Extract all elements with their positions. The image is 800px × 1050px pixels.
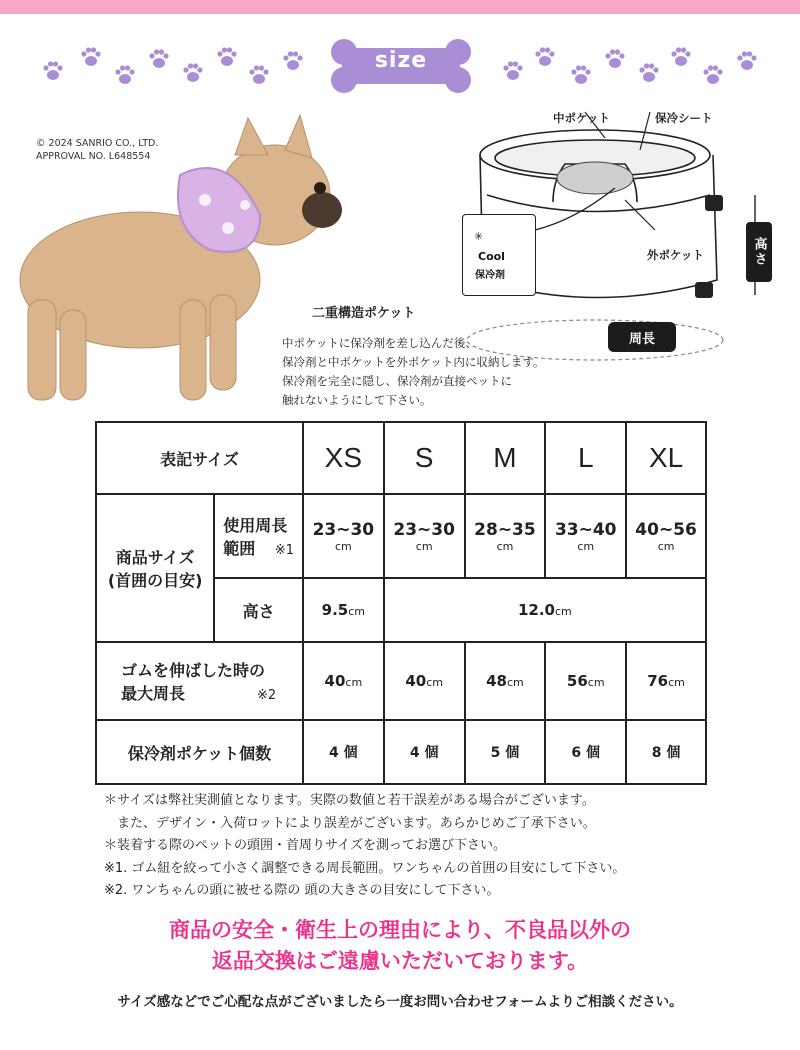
pocket-description — [282, 334, 544, 410]
size-badge: size — [374, 48, 428, 73]
height-cell — [303, 578, 384, 642]
sparkle-icon: ✳︎ — [474, 230, 484, 243]
warning-line: 商品の安全・衛生上の理由により、不良品以外の — [169, 918, 631, 942]
note-line: また、デザイン・入荷ロットにより誤差がございます。あらかじめご了承下さい。 — [104, 815, 596, 831]
stretch-value: 56 — [566, 672, 588, 690]
stretch-value: 76 — [647, 672, 669, 690]
table-row — [96, 494, 706, 578]
pocket-count-cell: 5 個 — [465, 720, 546, 784]
stretch-line: ゴムを伸ばした時の — [121, 661, 266, 680]
stretch-cell — [465, 642, 546, 720]
note-line: ＊サイズは弊社実測値となります。実際の数値と若干誤差がある場合がございます。 — [104, 793, 595, 808]
note-line: ＊装着する際のペットの頭囲・首周りサイズを測ってお選び下さい。 — [104, 838, 506, 853]
range-line: 使用周長 — [223, 516, 288, 535]
contact-footer: サイズ感などでご心配な点がございましたら一度お問い合わせフォームよりご相談ください。 — [117, 994, 683, 1010]
warning-line: 返品交換はご遠慮いただいております。 — [211, 949, 589, 973]
size-label-cell: 表記サイズ — [96, 422, 303, 494]
range-label — [214, 494, 303, 578]
stretch-value: 40 — [324, 672, 346, 690]
stretch-label — [96, 642, 303, 720]
range-unit: cm — [496, 539, 514, 553]
product-size-line: (首囲の目安) — [107, 571, 203, 590]
paw-icon — [700, 62, 726, 88]
stretch-unit: cm — [345, 676, 363, 689]
paw-icon — [280, 48, 306, 74]
circumference-tag: 周長 — [608, 322, 676, 352]
note-line: ※1. ゴム紐を絞って小さく調整できる周長範囲。ワンちゃんの首囲の目安にして下さい。 — [104, 860, 626, 876]
stretch-cell — [545, 642, 626, 720]
stretch-cell — [384, 642, 465, 720]
stretch-value: 40 — [405, 672, 427, 690]
range-value: 23~30 — [393, 519, 455, 540]
range-cell — [303, 494, 384, 578]
size-xl: XL — [626, 422, 706, 494]
paw-icon — [146, 46, 172, 72]
stretch-cell — [303, 642, 384, 720]
pocket-line: 保冷剤を完全に隠し、保冷剤が直接ペットに — [282, 374, 512, 388]
paw-icon — [500, 58, 526, 84]
return-warning — [0, 915, 800, 977]
stretch-unit: cm — [426, 676, 443, 689]
stretch-unit: cm — [668, 676, 685, 689]
height-value: 12.0 — [517, 601, 555, 619]
note-mark-1: ※1 — [274, 543, 295, 558]
table-row — [96, 422, 706, 494]
stretch-value: 48 — [486, 672, 507, 690]
range-unit: cm — [577, 539, 595, 553]
size-m: M — [465, 422, 546, 494]
pocket-line: 保冷剤と中ポケットを外ポケット内に収納します。 — [282, 355, 545, 369]
inner-pocket-label: 中ポケット — [553, 111, 610, 125]
paw-icon — [214, 44, 240, 70]
height-label: 高さ — [214, 578, 303, 642]
pocket-line: 中ポケットに保冷剤を差し込んだ後、 — [282, 336, 477, 350]
size-table — [95, 421, 707, 785]
paw-icon — [246, 62, 272, 88]
approval-line: APPROVAL NO. L648554 — [36, 151, 151, 162]
height-tag: 高さ — [746, 222, 772, 282]
stretch-cell — [626, 642, 706, 720]
paw-icon — [532, 44, 558, 70]
paw-icon — [78, 44, 104, 70]
pocket-count-cell: 6 個 — [545, 720, 626, 784]
pocket-count-cell: 8 個 — [626, 720, 706, 784]
table-row — [96, 720, 706, 784]
range-cell — [465, 494, 546, 578]
pocket-title: 二重構造ポケット — [312, 306, 416, 321]
range-cell — [384, 494, 465, 578]
pocket-count-cell: 4 個 — [384, 720, 465, 784]
stretch-unit: cm — [587, 676, 605, 689]
range-unit: cm — [657, 539, 675, 553]
pocket-line: 触れないようにして下さい。 — [282, 393, 432, 407]
range-cell — [626, 494, 706, 578]
height-unit: cm — [555, 605, 572, 618]
height-unit: cm — [348, 605, 366, 618]
note-line: ※2. ワンちゃんの頭に被せる際の 頭の大きさの目安にして下さい。 — [104, 883, 500, 898]
stretch-line: 最大周長 — [121, 684, 186, 703]
height-cell — [384, 578, 706, 642]
cool-subtitle: 保冷剤 — [475, 270, 505, 281]
pocket-count-cell: 4 個 — [303, 720, 384, 784]
stretch-unit: cm — [507, 676, 524, 689]
range-value: 28~35 — [474, 519, 536, 540]
paw-icon — [40, 58, 66, 84]
outer-pocket-label: 外ポケット — [647, 248, 704, 262]
range-cell — [545, 494, 626, 578]
size-l: L — [545, 422, 626, 494]
paw-icon — [668, 44, 694, 70]
range-value: 40~56 — [635, 519, 697, 540]
pocket-count-label: 保冷剤ポケット個数 — [96, 720, 303, 784]
product-size-line: 商品サイズ — [115, 548, 195, 567]
paw-icon — [112, 62, 138, 88]
cool-title: Cool — [478, 250, 505, 263]
range-unit: cm — [334, 539, 352, 553]
paw-icon — [602, 46, 628, 72]
note-mark-2: ※2 — [257, 688, 277, 703]
size-xs: XS — [303, 422, 384, 494]
paw-icon — [568, 62, 594, 88]
paw-icon — [180, 60, 206, 86]
size-s: S — [384, 422, 465, 494]
top-pink-bar — [0, 0, 800, 14]
paw-icon — [636, 60, 662, 86]
range-value: 33~40 — [554, 519, 617, 540]
notes — [104, 790, 625, 903]
product-size-label — [96, 494, 214, 642]
table-row — [96, 642, 706, 720]
copyright-line: © 2024 SANRIO CO., LTD. — [36, 138, 159, 149]
height-value: 9.5 — [321, 601, 349, 619]
range-unit: cm — [415, 539, 433, 553]
range-value: 23~30 — [312, 519, 375, 540]
cooling-sheet-label: 保冷シート — [655, 111, 713, 125]
range-line: 範囲 — [223, 539, 256, 558]
paw-icon — [734, 48, 760, 74]
